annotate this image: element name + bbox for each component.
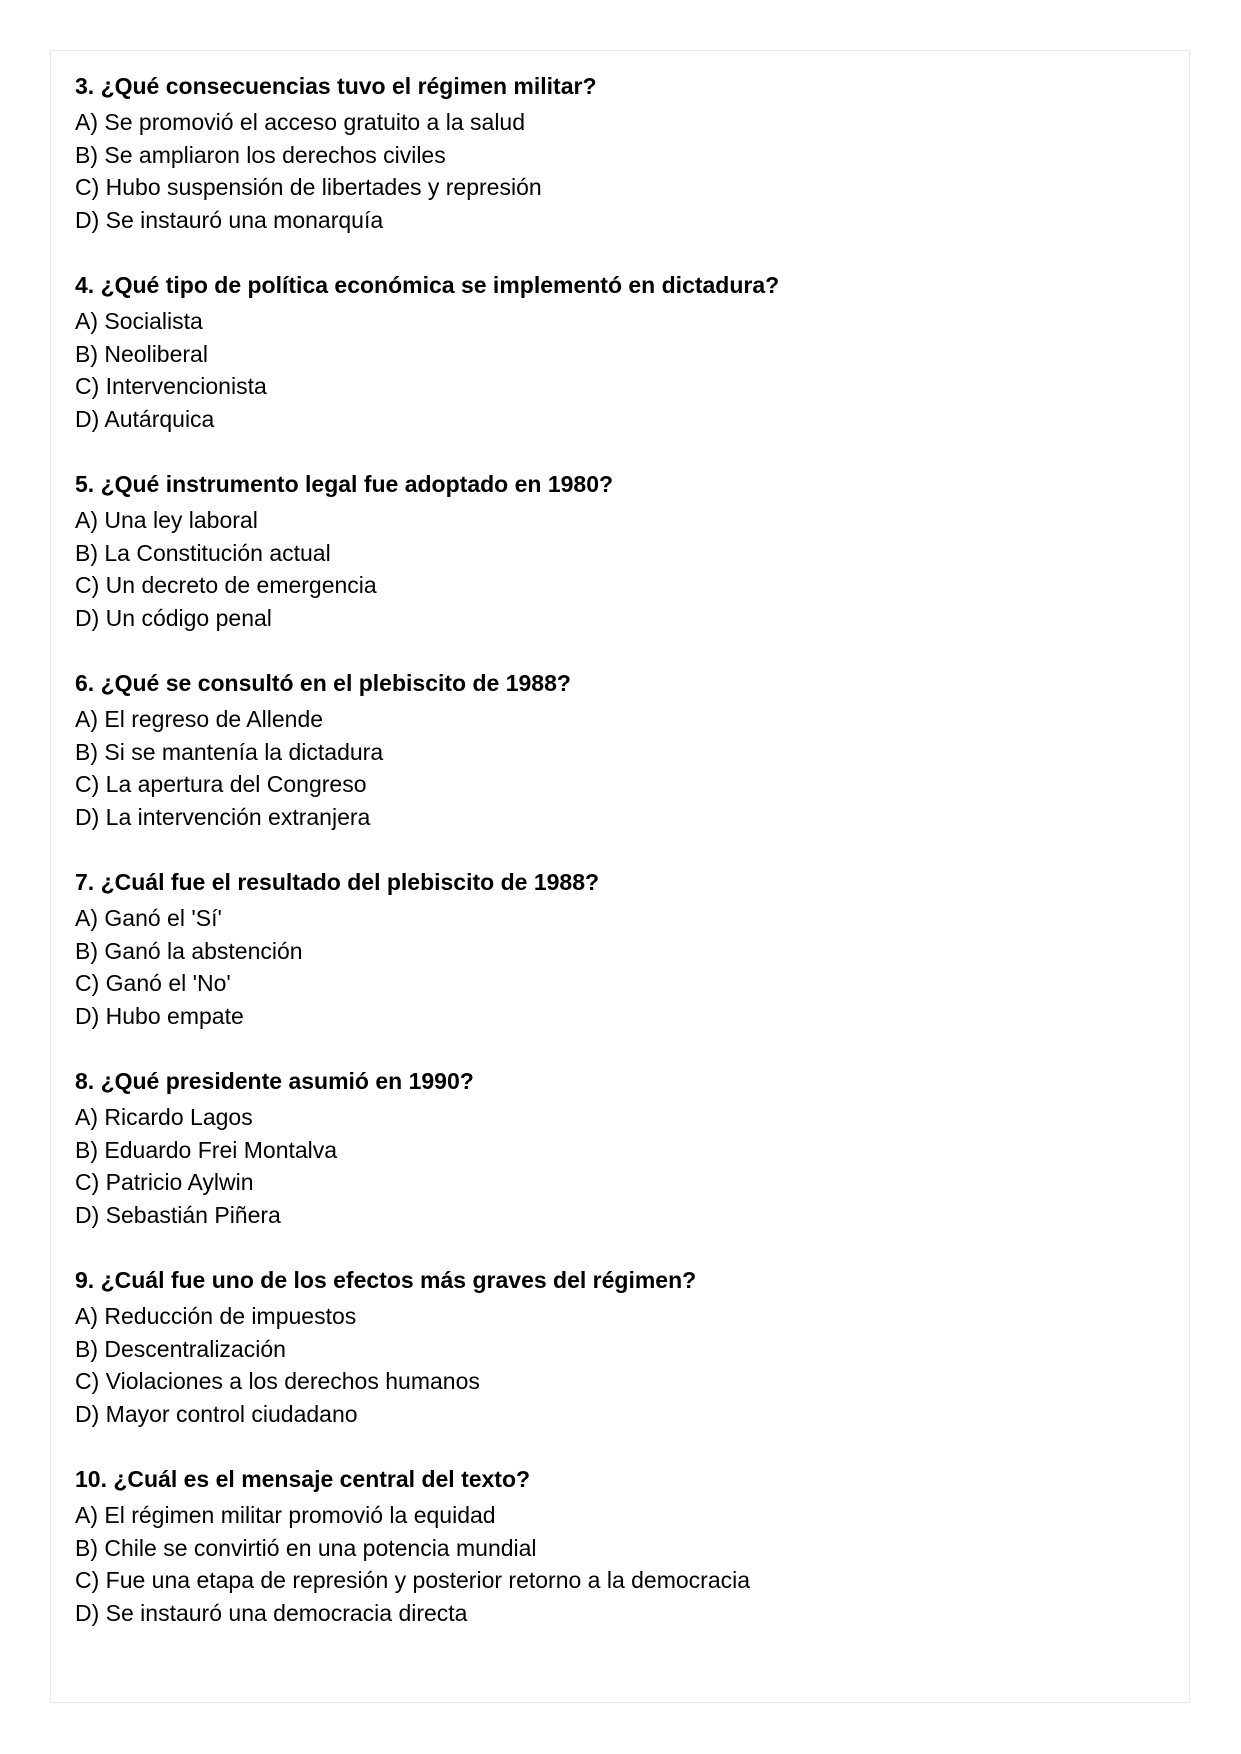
answer-option: B) Neoliberal (75, 340, 208, 367)
answer-option: C) Hubo suspensión de libertades y represión (75, 174, 542, 200)
answer-option: D) Autárquica (75, 405, 215, 432)
answer-option: C) Ganó el 'No' (75, 970, 231, 996)
answer-option: D) La intervención extranjera (75, 803, 371, 830)
question-block (75, 468, 1165, 634)
answer-option: D) Se instauró una democracia directa (75, 1599, 468, 1626)
question-options (75, 305, 1165, 435)
answer-option: A) El régimen militar promovió la equidad (75, 1502, 496, 1528)
answer-option: C) Violaciones a los derechos humanos (75, 1368, 480, 1394)
answer-option: A) El regreso de Allende (75, 706, 324, 732)
question-options (75, 703, 1165, 833)
answer-option: D) Hubo empate (75, 1002, 244, 1029)
answer-option: A) Socialista (75, 308, 203, 334)
question-options (75, 1499, 1165, 1629)
question-options (75, 1101, 1165, 1231)
question-title: 3. ¿Qué consecuencias tuvo el régimen militar? (75, 73, 597, 99)
answer-option: A) Ricardo Lagos (75, 1104, 253, 1130)
answer-option: B) Descentralización (75, 1335, 286, 1362)
question-title: 6. ¿Qué se consultó en el plebiscito de 1988? (75, 670, 571, 696)
question-title: 4. ¿Qué tipo de política económica se implementó en dictadura? (75, 272, 780, 298)
question-title: 9. ¿Cuál fue uno de los efectos más graves del régimen? (75, 1267, 697, 1293)
question-block (75, 667, 1165, 833)
answer-option: C) La apertura del Congreso (75, 771, 367, 797)
answer-option: C) Un decreto de emergencia (75, 572, 377, 598)
question-title: 10. ¿Cuál es el mensaje central del texto? (75, 1466, 531, 1492)
answer-option: D) Mayor control ciudadano (75, 1400, 358, 1427)
answer-option: A) Ganó el 'Sí' (75, 905, 222, 931)
question-title: 8. ¿Qué presidente asumió en 1990? (75, 1068, 474, 1094)
question-title: 7. ¿Cuál fue el resultado del plebiscito de 1988? (75, 869, 600, 895)
answer-option: D) Un código penal (75, 604, 272, 631)
question-options (75, 902, 1165, 1032)
question-block (75, 1463, 1165, 1629)
answer-option: A) Una ley laboral (75, 507, 258, 533)
answer-option: B) Eduardo Frei Montalva (75, 1136, 338, 1163)
question-block (75, 269, 1165, 435)
answer-option: D) Se instauró una monarquía (75, 206, 384, 233)
question-block (75, 1065, 1165, 1231)
question-options (75, 1300, 1165, 1430)
question-block (75, 866, 1165, 1032)
answer-option: B) Ganó la abstención (75, 937, 303, 964)
question-block (75, 1264, 1165, 1430)
answer-option: B) Chile se convirtió en una potencia mundial (75, 1534, 537, 1561)
quiz-sheet (50, 50, 1190, 1703)
answer-option: C) Fue una etapa de represión y posterior retorno a la democracia (75, 1567, 751, 1593)
answer-option: D) Sebastián Piñera (75, 1201, 281, 1228)
question-title: 5. ¿Qué instrumento legal fue adoptado en 1980? (75, 471, 614, 497)
answer-option: B) Se ampliaron los derechos civiles (75, 141, 446, 168)
answer-option: B) La Constitución actual (75, 539, 331, 566)
answer-option: A) Reducción de impuestos (75, 1303, 357, 1329)
answer-option: C) Patricio Aylwin (75, 1169, 254, 1195)
answer-option: B) Si se mantenía la dictadura (75, 738, 384, 765)
question-list (75, 70, 1165, 1629)
question-options (75, 504, 1165, 634)
answer-option: A) Se promovió el acceso gratuito a la salud (75, 109, 526, 135)
answer-option: C) Intervencionista (75, 373, 267, 399)
question-block (75, 70, 1165, 236)
question-options (75, 106, 1165, 236)
